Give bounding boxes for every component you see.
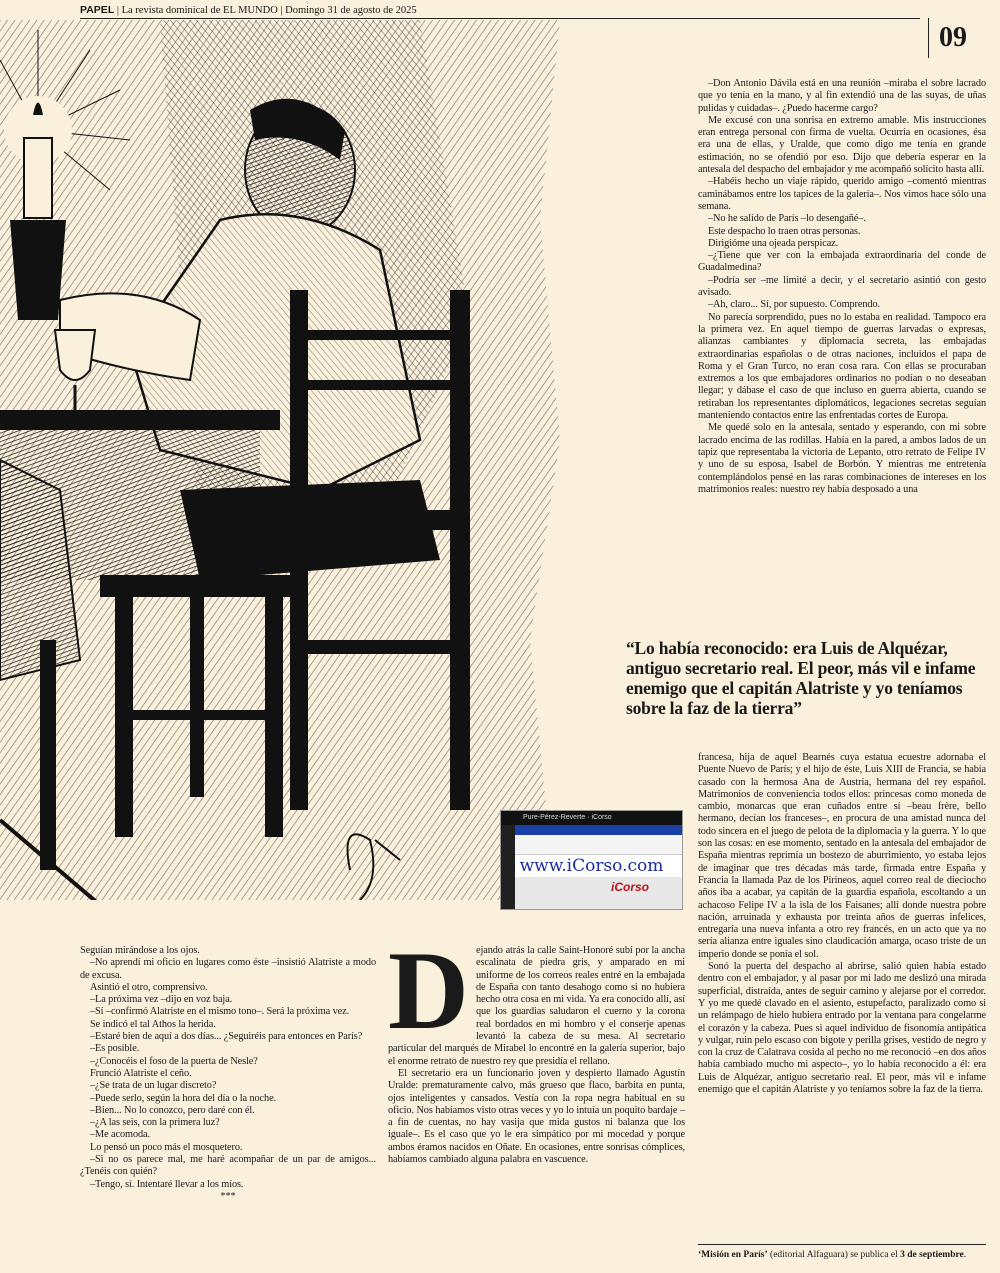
paragraph: Dirigióme una ojeada perspicaz. xyxy=(708,237,839,249)
note-text: (editorial Alfaguara) se publica el xyxy=(767,1250,901,1260)
icorso-ad[interactable] xyxy=(500,810,683,910)
paragraph: –Don Antonio Dávila está en una reunión –miraba el sobre lacrado que yo tenía en la mano, y al fin extendió una de las suyas, de uñas pulidas y cuidadas–. ¿Puedo hacerme cargo? xyxy=(698,78,986,114)
release-date: 3 de septiembre xyxy=(900,1250,964,1260)
paragraph: –Bien... No lo conozco, pero daré con él. xyxy=(90,1104,255,1116)
section-break: *** xyxy=(220,1190,236,1202)
column-right-bottom xyxy=(698,752,986,1096)
drop-cap: D xyxy=(388,929,469,1053)
paragraph: Seguían mirándose a los ojos. xyxy=(80,945,200,956)
paragraph: Se indicó el tal Athos la herida. xyxy=(90,1018,216,1030)
opening-paragraph xyxy=(388,929,685,1068)
paragraph: –Puede serlo, según la hora del día o la noche. xyxy=(90,1092,277,1104)
pull-quote: “Lo había reconocido: era Luis de Alquézar, antiguo secretario real. El peor, más vil e infame enemigo que el capitán Alatriste y yo teníamos sobre la faz de la tierra” xyxy=(626,638,976,718)
book-title: ‘Misión en París’ xyxy=(698,1250,768,1260)
column-left-bottom xyxy=(80,945,376,1203)
brand-name: PAPEL xyxy=(80,4,115,16)
paragraph: –¿Tiene que ver con la embajada extraordinaria del conde de Guadalmedina? xyxy=(698,250,986,274)
ad-top-banner: Pure-Pérez-Reverte · iCorso xyxy=(501,811,682,825)
header-rule xyxy=(80,18,920,19)
header-line: | La revista dominical de EL MUNDO | Domingo 31 de agosto de 2025 xyxy=(114,5,417,16)
publication-note xyxy=(698,1244,986,1261)
page-number: 09 xyxy=(928,18,998,58)
paragraph: Asintió el otro, comprensivo. xyxy=(90,981,208,993)
paragraph: –No he salido de París –lo desengañé–. xyxy=(708,213,866,225)
paragraph: –¿A las seis, con la primera luz? xyxy=(90,1117,220,1129)
paragraph: –Estaré bien de aquí a dos días... ¿Seguiréis para entonces en París? xyxy=(90,1031,363,1043)
paragraph: –¿Conocéis el foso de la puerta de Nesle? xyxy=(90,1055,258,1067)
paragraph: Frunció Alatriste el ceño. xyxy=(90,1067,192,1079)
paragraph: Me excusé con una sonrisa en extremo amable. Mis instrucciones eran entrega personal con firma de vuelta. Ocurría en ocasiones, ésa era una de ellas, y Uralde, que como digo me tenía en grande estimación, no se ofendió por eso. Dijo que debería esperar en la antesala del despacho del embajador y me acompañó solícito hasta allí. xyxy=(698,114,986,176)
paragraph: –Es posible. xyxy=(90,1043,140,1055)
ad-side-bar xyxy=(501,825,515,910)
paragraph: –Ah, claro... Sí, por supuesto. Comprendo. xyxy=(708,299,880,311)
paragraph: –¿Se trata de un lugar discreto? xyxy=(90,1080,217,1092)
paragraph: Lo pensó un poco más el mosquetero. xyxy=(90,1141,243,1153)
paragraph: francesa, hija de aquel Bearnés cuya estatua ecuestre adornaba el Puente Nuevo de París; y el hijo de éste, Luis XIII de Francia, se había casado con la hermosa Ana de Austria, hermana del rey español. Matrimonios de conveniencia todos ellos: princesas como moneda de cambio, monarcas que eran cuñados entre sí –beau frère, bello hermano, decían los franceses–, en procura de una amistad nunca del todo sincera en el juego de pelota de la diplomacia y la guerra. Y lo que son las cosas: en ese momento, sentado en la antesala del embajador de España mientras reprimía un bostezo de aburrimiento, yo estaba lejos de imaginar que tres décadas más tarde, firmada entre España y Francia la llamada Paz de los Pirineos, aquel correo real de dieciocho años iba a acabar, ya capitán de la guardia española, escoltando a un achacoso Felipe IV a la isla de los Faisanes; allí donde nuestra pobre nación, arruinada y exhausta por treinta años de guerras infelices, entregaría una nueva infanta a otro rey francés, en un acto que ya no sería alianza entre iguales sino claudicación amarga, ocaso triste de un imperio donde se ponía el sol. xyxy=(698,752,986,960)
note-end: . xyxy=(963,1250,967,1260)
paragraph: –No aprendí mi oficio en lugares como éste –insistió Alatriste a modo de excusa. xyxy=(80,957,376,981)
opening-text: ejando atrás la calle Saint-Honoré subí por la ancha escalinata de piedra gris, y amparado en mi uniforme de los correos reales entré en la embajada de España con tanto desahogo como si no hubiera hecho otra cosa en mi vida. Ya era conocido allí, así que los guardias saludaron el cuerno y la corona real bordados en mi hombro y el conserje apenas levantó la cabeza de su mesa. Al secretario particular del marqués de Mirabel lo encontré en la galería superior, bajo el enorme retrato de nuestro rey que presidía el rellano. xyxy=(388,945,685,1067)
paragraph: –La próxima vez –dijo en voz baja. xyxy=(90,994,233,1006)
paragraph: Sonó la puerta del despacho al abrirse, salió quien había estado dentro con el embajador, y al pasar por mi lado me deslizó una mirada superficial, distraída, antes de seguir camino y alejarse por el corredor. Y yo me quedé clavado en el asiento, estupefacto, paralizado como si un relámpago de hielo hubiera entrado por la ventana para congelarme el corazón y la cabeza. Pues si aquel individuo de fisonomía antipática y vulgar, ruin pelo escaso con bigote y perilla grises, vestido de negro y con la cruz de Calatrava cosida al pecho no me reconoció –en dos años había cambiado mucho mi aspecto–, yo lo había reconocido a él: era Luis de Alquézar, antiguo secretario real. El peor, más vil e infame enemigo que el capitán Alatriste y yo teníamos sobre la faz de la tierra. xyxy=(698,961,986,1096)
paragraph: –Me acomoda. xyxy=(90,1129,150,1141)
paragraph: Me quedé solo en la antesala, sentado y esperando, con mi sobre lacrado encima de las rodillas. Había en la pared, a ambos lados de un tapiz que representaba la victoria de Lepanto, otro retrato de Felipe IV y uno de su esposa, Isabel de Borbón. Y mientras me entretenía contemplándolos pensé en las raras combinaciones de intereses en los matrimonios reales: nuestro rey había desposado a una xyxy=(698,422,986,495)
ad-logo: iCorso xyxy=(611,880,650,894)
paragraph: Este despacho lo traen otras personas. xyxy=(708,225,861,237)
ad-blue-bar xyxy=(501,825,682,835)
column-right-top xyxy=(698,78,986,496)
paragraph: –Sí –confirmó Alatriste en el mismo tono–. Será la próxima vez. xyxy=(90,1006,350,1018)
paragraph: El secretario era un funcionario joven y despierto llamado Agustín Uralde: prematuramente calvo, más grueso que flaco, barbita en punta, ojos inteligentes y cansados. Vestía con la ropa negra habitual en su oficio. Nos habíamos visto otras veces y yo lo intuía un poquito bardaje –a fin de cuentas, no hay vasija que mida gustos ni balanza que los iguale–. Es el caso que yo le era simpático por mi mocedad y porque ambos éramos nacidos en Oñate. En ocasiones, entre sonrisas cómplices, habíamos cambiado alguna palabra en vascuence. xyxy=(388,1067,685,1166)
ad-body xyxy=(501,835,682,855)
paragraph: –Podría ser –me limité a decir, y el secretario asintió con gesto avisado. xyxy=(698,274,986,299)
ad-url-link[interactable]: www.iCorso.com xyxy=(501,855,682,877)
column-middle-bottom xyxy=(388,929,685,1166)
tavern-scene-illustration-icon xyxy=(0,20,560,900)
paragraph: –Si no os parece mal, me haré acompañar de un par de amigos... ¿Tenéis con quién? xyxy=(80,1154,376,1178)
page-header xyxy=(80,3,660,18)
paragraph: No parecía sorprendido, pues no lo estaba en realidad. Tampoco era la primera vez. En aquel tiempo de guerras larvadas o expresas, alianzas cambiantes y diplomacia secreta, las embajadas extraordinarias españolas o de otras naciones, incluidos el papa de Roma y el Gran Turco, no eran cosa rara. Con ellas se procuraban extremos a los que embajadores ordinarios no podían o no deseaban llegar; y dábase el caso de que incluso en guerra abierta, cuando se retiraban los representantes diplomáticos, legaciones secretas seguían manteniendo contactos entre las enfrentadas cortes de Europa. xyxy=(698,311,986,422)
paragraph: –Tengo, sí. Intentaré llevar a los míos. xyxy=(90,1178,244,1190)
paragraph: –Habéis hecho un viaje rápido, querido amigo –comentó mientras caminábamos entre los tapices de la galería–. Nos vimos hace sólo una semana. xyxy=(698,176,986,212)
